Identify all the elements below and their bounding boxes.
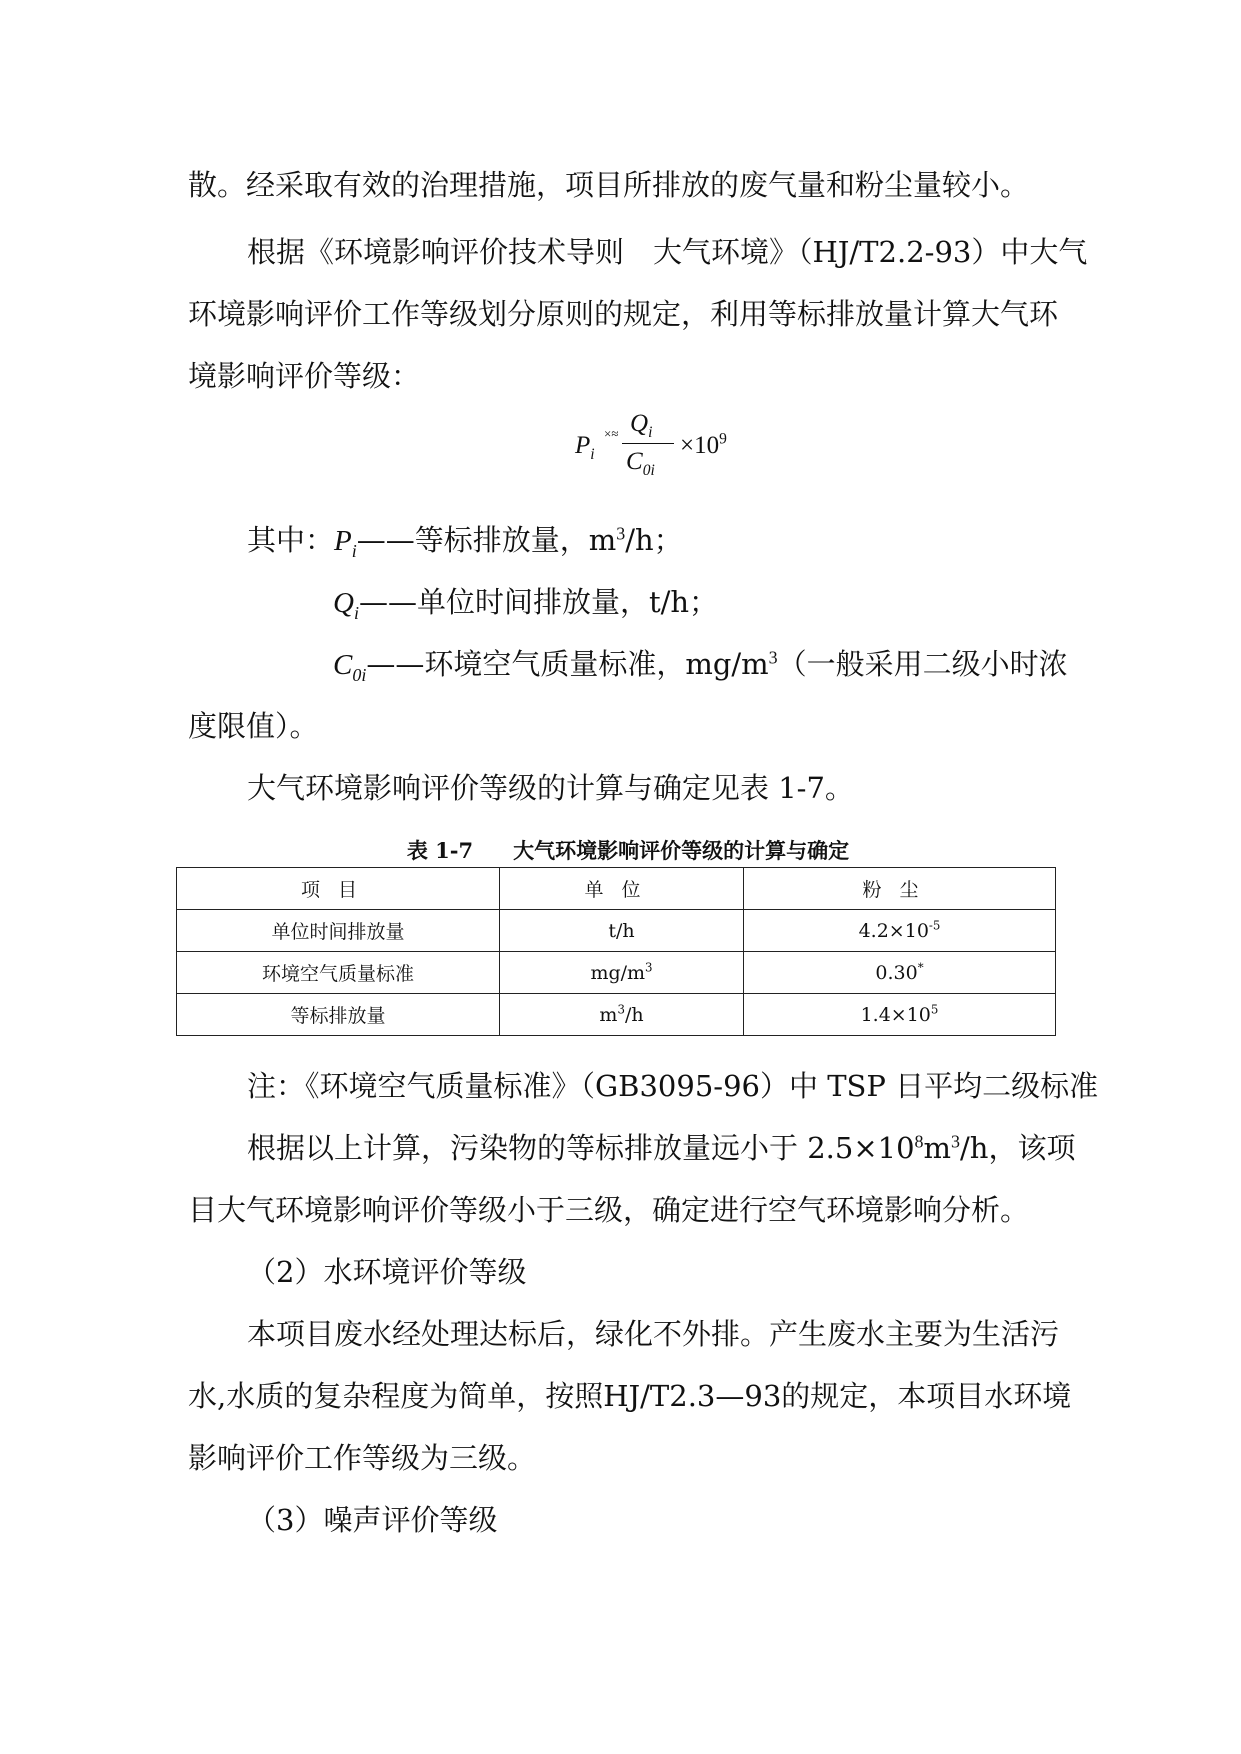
paragraph-line: 影响评价工作等级为三级。 xyxy=(188,1441,537,1475)
formula-multiplier: $\times 10^9$ xyxy=(680,430,727,459)
table-caption xyxy=(188,836,1068,866)
paragraph-line: 境影响评价等级： xyxy=(188,359,421,393)
cell-value: 0.30* xyxy=(744,952,1056,994)
table-number: 表 1-7 xyxy=(406,838,474,863)
equivalent-emission-formula xyxy=(570,410,750,490)
formula-denominator: $C_{0i}$ xyxy=(626,448,655,479)
cell-item: 等标排放量 xyxy=(177,994,500,1036)
table-row xyxy=(177,910,1056,952)
section-heading: （2）水环境评价等级 xyxy=(247,1255,527,1289)
cell-unit: $mg/m^3$ xyxy=(500,952,744,994)
cell-value: $4.2\times 10^{-5}$ xyxy=(744,910,1056,952)
cell-unit: t/h xyxy=(500,910,744,952)
cell-value: $1.4\times 10^5$ xyxy=(744,994,1056,1036)
header-unit: 单位 xyxy=(500,868,744,910)
conclusion-line: 根据以上计算，污染物的等标排放量远小于 $2.5\times 10^8m^3/h$，该项 xyxy=(247,1131,1076,1165)
table-header-row xyxy=(177,868,1056,910)
fraction-bar xyxy=(622,443,674,444)
formula-numerator: $Q_i$ xyxy=(630,410,653,441)
header-item: 项目 xyxy=(177,868,500,910)
cell-unit: $m^3/h$ xyxy=(500,994,744,1036)
header-dust: 粉尘 xyxy=(744,868,1056,910)
paragraph-line: 本项目废水经处理达标后，绿化不外排。产生废水主要为生活污 xyxy=(247,1317,1060,1351)
paragraph-line: 根据《环境影响评价技术导则 大气环境》（HJ/T2.2-93）中大气 xyxy=(247,235,1088,269)
cell-item: 环境空气质量标准 xyxy=(177,952,500,994)
section-heading: （3）噪声评价等级 xyxy=(247,1503,498,1537)
formula-lhs: $P_i$ xyxy=(575,432,595,463)
assessment-table xyxy=(176,867,1056,1036)
paragraph-line: 散。经采取有效的治理措施，项目所排放的废气量和粉尘量较小。 xyxy=(188,168,1030,202)
table-note: 注：《环境空气质量标准》（GB3095-96）中 TSP 日平均二级标准 xyxy=(247,1069,1099,1103)
definition-c0i: $C_{0i}——$环境空气质量标准，$mg/m^3$（一般采用二级小时浓 xyxy=(333,647,1068,685)
definition-qi: $Q_i——$单位时间排放量，t/h； xyxy=(333,585,719,623)
paragraph-line: 水,水质的复杂程度为简单，按照HJ/T2.3—93的规定，本项目水环境 xyxy=(188,1379,1072,1413)
paragraph-line: 目大气环境影响评价等级小于三级，确定进行空气环境影响分析。 xyxy=(188,1193,1030,1227)
paragraph-line: 度限值）。 xyxy=(188,709,319,743)
table-title: 大气环境影响评价等级的计算与确定 xyxy=(513,838,850,863)
cell-item: 单位时间排放量 xyxy=(177,910,500,952)
paragraph-line: 大气环境影响评价等级的计算与确定见表 1-7。 xyxy=(247,771,854,805)
paragraph-line: 环境影响评价工作等级划分原则的规定，利用等标排放量计算大气环 xyxy=(188,297,1059,331)
table-row xyxy=(177,994,1056,1036)
table-row xyxy=(177,952,1056,994)
definition-pi: 其中：$P_i——$等标排放量，$m^3/h$； xyxy=(247,523,683,561)
formula-equals-mark: ×≈ xyxy=(604,426,619,441)
